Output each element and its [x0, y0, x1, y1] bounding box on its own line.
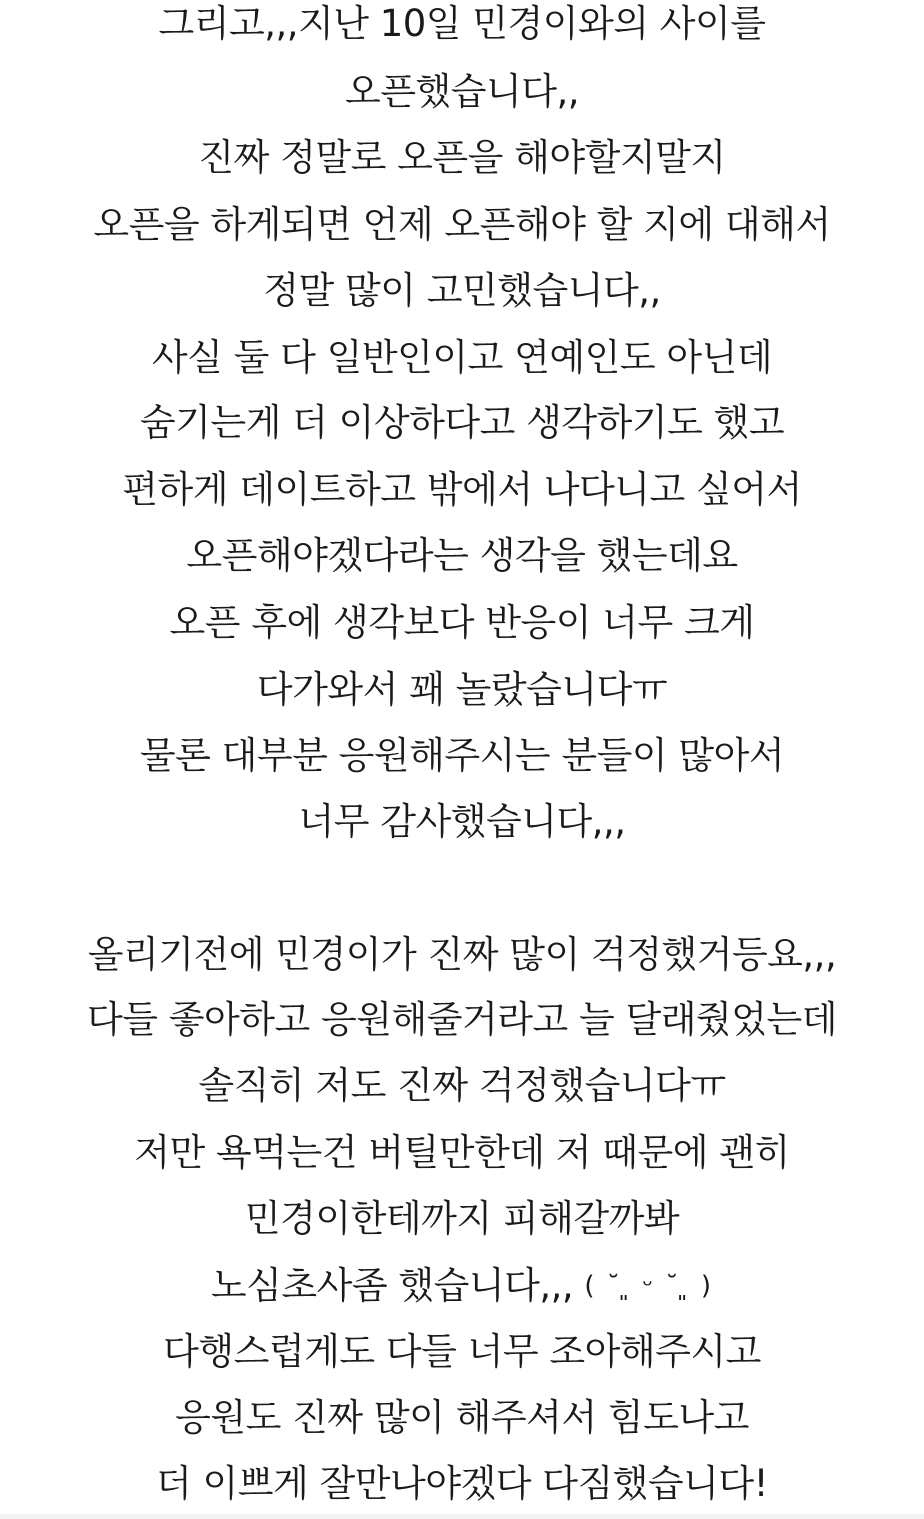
- text-line: 오픈을 하게되면 언제 오픈해야 할 지에 대해서: [93, 203, 831, 246]
- text-line: 오픈했습니다,,: [345, 70, 579, 113]
- text-line: 진짜 정말로 오픈을 해야할지말지: [198, 136, 726, 179]
- text-line: 노심초사좀 했습니다,,,: [210, 1264, 574, 1307]
- text-line: 응원도 진짜 많이 해주셔서 힘도나고: [175, 1396, 749, 1439]
- text-line: 숨기는게 더 이상하다고 생각하기도 했고: [139, 401, 785, 444]
- text-line: 물론 대부분 응원해주시는 분들이 많아서: [139, 734, 785, 777]
- text-line-with-emoticon: [0, 1264, 924, 1308]
- text-line: 다행스럽게도 다들 너무 조아해주시고: [163, 1330, 761, 1373]
- text-line: 오픈해야겠다라는 생각을 했는데요: [186, 534, 738, 577]
- text-line: 정말 많이 고민했습니다,,: [263, 269, 661, 312]
- text-line: 저만 욕먹는건 버틸만한데 저 때문에 괜히: [134, 1131, 790, 1174]
- text-line: 그리고,,,지난 10일 민경이와의 사이를: [158, 2, 766, 45]
- text-line: 다들 좋아하고 응원해줄거라고 늘 달래줬었는데: [87, 998, 837, 1041]
- text-line: 오픈 후에 생각보다 반응이 너무 크게: [169, 601, 755, 644]
- text-line: 너무 감사했습니다,,,: [298, 800, 626, 843]
- text-line: 더 이쁘게 잘만나야겠다 다짐했습니다!: [156, 1462, 768, 1505]
- text-line: 민경이한테까지 피해갈까봐: [244, 1197, 680, 1240]
- bottom-divider: [0, 1514, 924, 1519]
- text-line: 편하게 데이트하고 밖에서 나다니고 싶어서: [122, 468, 802, 511]
- text-line: 올리기전에 민경이가 진짜 많이 걱정했거등요,,,: [87, 933, 837, 976]
- emoticon: ( ˘ ͈ ᵕ ˘ ͈ ): [584, 1270, 714, 1301]
- text-line: 사실 둘 다 일반인이고 연예인도 아닌데: [151, 336, 773, 379]
- text-line: 솔직히 저도 진짜 걱정했습니다ㅠ: [198, 1064, 726, 1107]
- text-line: 다가와서 꽤 놀랐습니다ㅠ: [256, 668, 668, 711]
